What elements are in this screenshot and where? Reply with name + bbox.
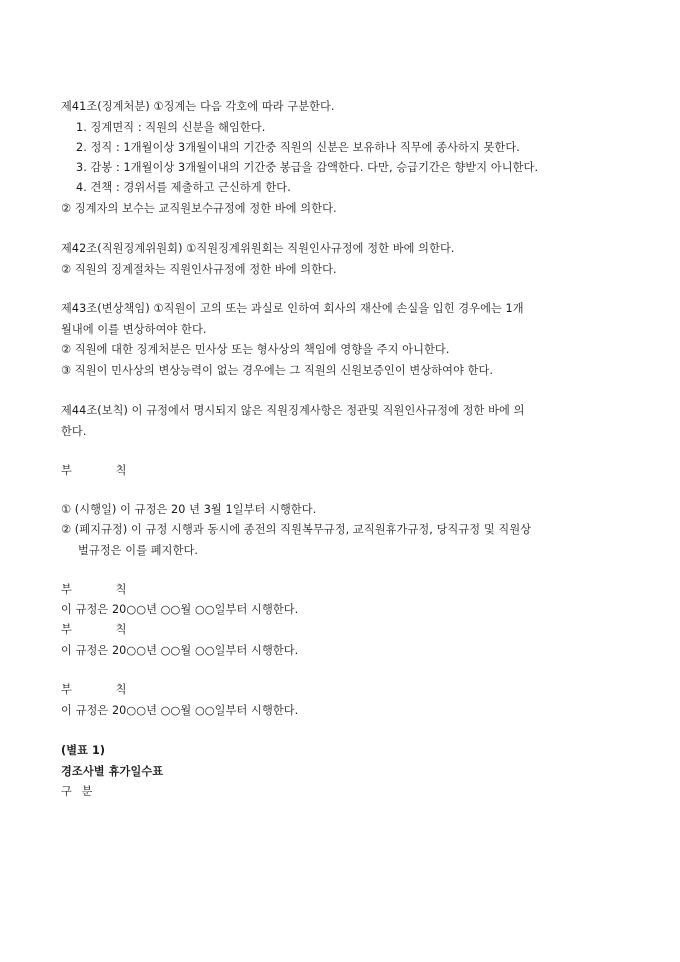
article-43-heading: 제43조(변상책임) ①직원이 고의 또는 과실로 인하여 회사의 재산에 손실을 입힌 경우에는 1개 <box>61 302 524 315</box>
addendum-1-item-2-cont: 벌규정은 이를 폐지한다. <box>78 544 199 557</box>
article-43-para-2: ② 직원에 대한 징계처분은 민사상 또는 형사상의 책임에 영향을 주지 아니한다. <box>61 343 450 356</box>
annex-title: 경조사별 휴가일수표 <box>61 765 164 778</box>
addendum-3-text: 이 규정은 20○○년 ○○월 ○○일부터 시행한다. <box>61 644 299 657</box>
addendum-4-heading: 부 칙 <box>61 683 127 696</box>
addendum-4-text: 이 규정은 20○○년 ○○월 ○○일부터 시행한다. <box>61 704 299 717</box>
article-42-para-2: ② 직원의 징계절차는 직원인사규정에 정한 바에 의한다. <box>61 263 337 276</box>
addendum-2-heading: 부 칙 <box>61 583 127 596</box>
addendum-1-item-1: ① (시행일) 이 규정은 20 년 3월 1일부터 시행한다. <box>61 503 317 516</box>
article-41-heading: 제41조(징계처분) ①징계는 다음 각호에 따라 구분한다. <box>61 100 335 113</box>
article-43-heading-cont: 월내에 이를 변상하여야 한다. <box>61 323 207 336</box>
addendum-1-item-2: ② (폐지규정) 이 규정 시행과 동시에 종전의 직원복무규정, 교직원휴가규정, 당직규정 및 직원상 <box>61 523 532 536</box>
addendum-1-heading: 부 칙 <box>61 464 127 477</box>
annex-label: (별표 1) <box>61 744 106 757</box>
article-41-item-2: 2. 정직 : 1개월이상 3개월이내의 기간중 직원의 신분은 보유하나 직무에 종사하지 못한다. <box>76 141 520 154</box>
article-41-para-2: ② 징계자의 보수는 교직원보수규정에 정한 바에 의한다. <box>61 202 337 215</box>
addendum-2-text: 이 규정은 20○○년 ○○월 ○○일부터 시행한다. <box>61 603 299 616</box>
article-42-heading: 제42조(직원징계위원회) ①직원징계위원회는 직원인사규정에 정한 바에 의한다. <box>61 242 455 255</box>
article-41-item-1: 1. 징계면직 : 직원의 신분을 해임한다. <box>76 121 266 134</box>
annex-column-header: 구 분 <box>61 785 93 798</box>
article-41-item-3: 3. 감봉 : 1개월이상 3개월이내의 기간중 봉급을 감액한다. 다만, 승급기간은 향받지 아니한다. <box>76 161 539 174</box>
article-44-heading-cont: 한다. <box>61 425 87 438</box>
article-41-item-4: 4. 견책 : 경위서를 제출하고 근신하게 한다. <box>76 181 291 194</box>
article-44-heading: 제44조(보칙) 이 규정에서 명시되지 않은 직원징계사항은 정관및 직원인사규정에 정한 바에 의 <box>61 404 525 417</box>
addendum-3-heading: 부 칙 <box>61 623 127 636</box>
article-43-para-3: ③ 직원이 민사상의 변상능력이 없는 경우에는 그 직원의 신원보증인이 변상하여야 한다. <box>61 364 494 377</box>
